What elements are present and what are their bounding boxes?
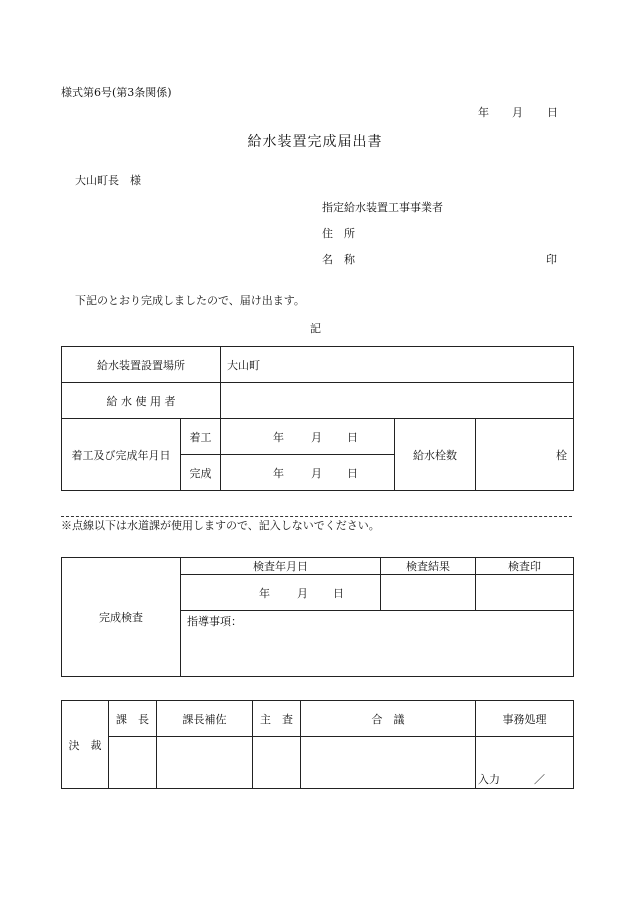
inspection-result-field[interactable]: [381, 575, 476, 611]
location-label: 給水装置設置場所: [62, 347, 221, 383]
address-label: 住 所: [322, 227, 355, 240]
location-value[interactable]: 大山町: [221, 347, 574, 383]
complete-label: 完成: [181, 455, 221, 491]
complete-date-field[interactable]: [221, 455, 395, 491]
approval-table: [61, 700, 574, 789]
date-year-label: 年: [478, 106, 489, 119]
main-table: [61, 346, 574, 491]
inspector-header: 主 査: [253, 701, 301, 737]
document-title: 給水装置完成届出書: [247, 134, 383, 150]
table-row: [62, 558, 574, 575]
name-label: 名 称: [322, 253, 355, 266]
input-label: 入力: [478, 773, 500, 786]
tap-unit: 栓: [556, 448, 568, 462]
guidance-label: 指導事項：: [187, 615, 242, 628]
inspection-day: 日: [333, 586, 344, 600]
chief-header: 課 長: [109, 701, 157, 737]
start-month: 月: [311, 430, 322, 444]
ki-label: 記: [310, 322, 321, 335]
table-row: [62, 383, 574, 419]
date-month-label: 月: [512, 106, 523, 119]
table-row: [62, 347, 574, 383]
inspection-label: 完成検査: [62, 558, 181, 677]
table-row: [62, 419, 574, 455]
inspection-seal-field[interactable]: [476, 575, 574, 611]
inspection-date-header: 検査年月日: [181, 558, 381, 575]
complete-day: 日: [347, 466, 358, 480]
complete-month: 月: [311, 466, 322, 480]
intro-text: 下記のとおり完成しましたので、届け出ます。: [75, 294, 305, 307]
chief-seal-field[interactable]: [109, 737, 157, 789]
start-day: 日: [347, 430, 358, 444]
table-row: [62, 737, 574, 789]
approval-label: 決 裁: [62, 701, 109, 789]
office-field[interactable]: [476, 737, 574, 789]
inspection-result-header: 検査結果: [381, 558, 476, 575]
inspection-month: 月: [297, 586, 308, 600]
user-label: 給 水 使 用 者: [62, 383, 221, 419]
deputy-seal-field[interactable]: [157, 737, 253, 789]
start-year: 年: [273, 430, 284, 444]
inspection-year: 年: [259, 586, 270, 600]
guidance-field[interactable]: [181, 611, 574, 677]
inspection-seal-header: 検査印: [476, 558, 574, 575]
table-row: [62, 701, 574, 737]
complete-year: 年: [273, 466, 284, 480]
user-value[interactable]: [221, 383, 574, 419]
office-header: 事務処理: [476, 701, 574, 737]
contractor-label: 指定給水装置工事事業者: [322, 201, 443, 214]
form-number: 様式第6号(第3条関係): [61, 86, 172, 99]
start-date-field[interactable]: [221, 419, 395, 455]
tap-count-field[interactable]: [476, 419, 574, 491]
date-day-label: 日: [547, 106, 558, 119]
start-label: 着工: [181, 419, 221, 455]
consult-seal-field[interactable]: [301, 737, 476, 789]
consult-header: 合 議: [301, 701, 476, 737]
input-slash: ／: [534, 773, 545, 786]
addressee: 大山町長 様: [75, 174, 141, 187]
inspection-date-field[interactable]: [181, 575, 381, 611]
inspection-table: [61, 557, 574, 677]
tap-count-label: 給水栓数: [395, 419, 476, 491]
inspector-seal-field[interactable]: [253, 737, 301, 789]
office-use-notice: ※点線以下は水道課が使用しますので、記入しないでください。: [61, 519, 380, 532]
dates-label: 着工及び完成年月日: [62, 419, 181, 491]
deputy-header: 課長補佐: [157, 701, 253, 737]
seal-mark: 印: [546, 253, 557, 266]
